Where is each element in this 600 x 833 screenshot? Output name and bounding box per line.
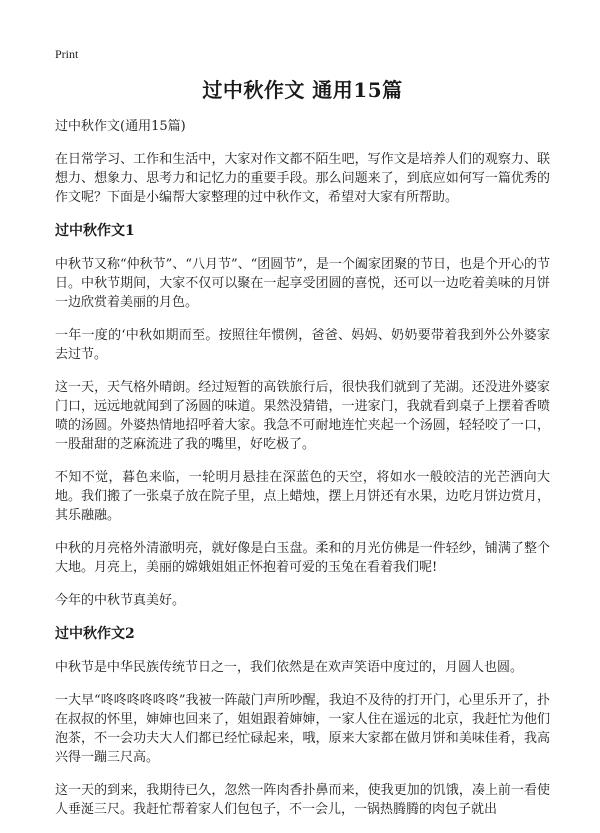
document-subtitle: 过中秋作文(通用15篇) [55, 119, 186, 134]
paragraph: 今年的中秋节真美好。 [55, 593, 186, 608]
paragraph: 一年一度的‘中秋如期而至。按照往年惯例，爸爸、妈妈、奶奶要带着我到外公外婆家去过节。 [55, 328, 550, 362]
paragraph: 中秋节又称“仲秋节”、“八月节”、“团圆节”，是一个阖家团聚的节日，也是个开心的节日。中秋节期间，大家不仅可以聚在一起享受团圆的喜悦，还可以一边吃着美味的月饼一边欣赏着美丽的月色。 [55, 257, 550, 310]
paragraph: 中秋节是中华民族传统节日之一，我们依然是在欢声笑语中度过的，月圆人也圆。 [55, 660, 524, 675]
intro-paragraph: 在日常学习、工作和生活中，大家对作文都不陌生吧，写作文是培养人们的观察力、联想力、想象力、思考力和记忆力的重要手段。那么问题来了，到底应如何写一篇优秀的作文呢？下面是小编帮大家整理的过中秋作文，希望对大家有所帮助。 [55, 152, 550, 205]
paragraph: 这一天的到来，我期待已久，忽然一阵肉香扑鼻而来，使我更加的饥饿，凑上前一看使人垂涎三尺。我赶忙帮着家人们包包子，不一会儿，一锅热腾腾的肉包子就出 [55, 783, 550, 817]
paragraph: 不知不觉，暮色来临，一轮明月悬挂在深蓝色的天空，将如水一般皎洁的光芒洒向大地。我们搬了一张桌子放在院子里，点上蜡烛，摆上月饼还有水果，边吃月饼边赏月，其乐融融。 [55, 470, 550, 523]
page-title: 过中秋作文 通用15篇 [202, 78, 403, 102]
section-heading: 过中秋作文1 [55, 223, 135, 239]
paragraph: 一大早“咚咚咚咚咚咚”我被一阵敲门声所吵醒，我迫不及待的打开门，心里乐开了，扑在叔叔的怀里，婶婶也回来了，姐姐跟着婶婶，一家人住在遥远的北京，我赶忙为他们泡茶，不一会功夫大人们都已经忙碌起来，哦，原来大家都在做月饼和美味佳肴，我高兴得一蹦三尺高。 [55, 693, 550, 765]
section-heading: 过中秋作文2 [55, 626, 135, 642]
paragraph: 这一天，天气格外晴朗。经过短暂的高铁旅行后，很快我们就到了芜湖。还没进外婆家门口，远远地就闻到了汤圆的味道。果然没猜错，一进家门，我就看到桌子上摆着香喷喷的汤圆。外婆热情地招呼着大家。我急不可耐地连忙夹起一个汤圆，轻轻咬了一口，一股甜甜的芝麻流进了我的嘴里，好吃极了。 [55, 380, 550, 452]
paragraph: 中秋的月亮格外清澈明亮，就好像是白玉盘。柔和的月光仿佛是一件轻纱，铺满了整个大地。月亮上，美丽的嫦娥姐姐正怀抱着可爱的玉兔在看着我们呢! [55, 541, 550, 575]
print-link[interactable]: Print [55, 47, 79, 61]
document-content [55, 76, 550, 833]
